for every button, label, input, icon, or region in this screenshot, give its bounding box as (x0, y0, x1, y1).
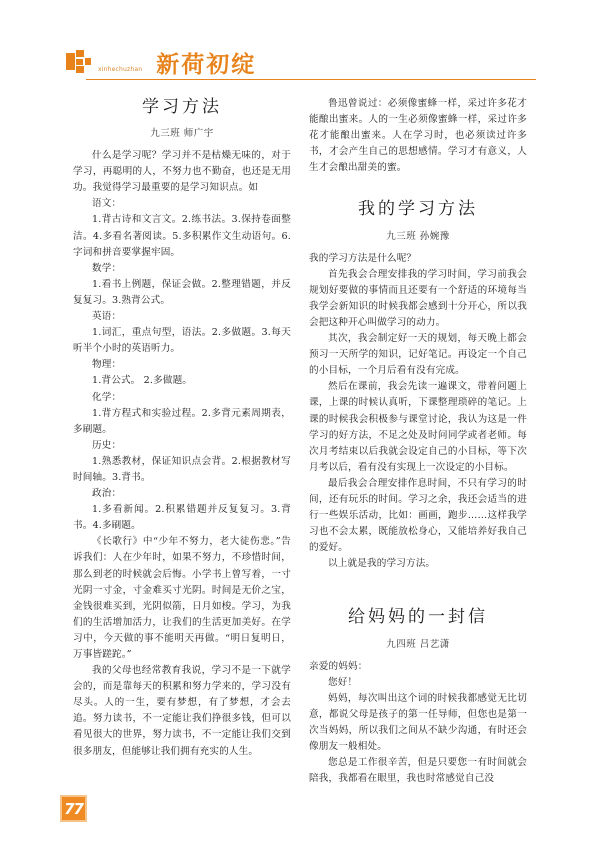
paragraph: 英语： (92, 311, 122, 323)
right-column (309, 96, 527, 787)
left-column (73, 96, 291, 760)
article-byline-wodexuexifangfa: 九三班 孙婉豫 (386, 230, 450, 242)
paragraph: 其次，我会制定好一天的规划，每天晚上都会预习一天所学的知识，记好笔记。再设定一个自己的小目标，一个月后看有没有完成。 (309, 333, 527, 377)
paragraph: 物理： (92, 359, 122, 371)
masthead-header (66, 46, 536, 86)
section-spacer (309, 572, 527, 606)
paragraph: 最后我会合理安排作息时间，不只有学习的时间，还有玩乐的时间。学习之余，我还会适当的进行一些娱乐活动，比如：画画，跑步……这样我学习也不会太累，既能放松身心，又能培养好我自己的爱好。 (309, 477, 527, 554)
paragraph: 1.多看新闻。2.积累错题并反复复习。3.背书。4.多刷题。 (73, 504, 291, 532)
paragraph: 政治： (92, 488, 122, 500)
paragraph: 语文： (92, 198, 122, 210)
paragraph: 1.背古诗和文言文。2.练书法。3.保持卷面整洁。4.多看名著阅读。5.多积累作文生动语句。6.字词和拼音要掌握牢固。 (73, 214, 291, 258)
article-title-wodexuexifangfa: 我的学习方法 (358, 199, 478, 220)
paragraph: 历史： (92, 439, 122, 451)
paragraph: 以上就是我的学习方法。 (328, 558, 436, 570)
paragraph: 化学： (92, 391, 122, 403)
paragraph: 《长歌行》中“少年不努力，老大徒伤悲。”告诉我们：人在少年时，如果不努力，不珍惜时间，那么到老的时候就会后悔。小学书上曾写着，一寸光阴一寸金，寸金难买寸光阴。时间是无价之宝，金钱很难买到，光阴似箭，日月如梭。学习，为我们的生活增加活力，让我们的生活更加美好。在学习中，今天做的事不能明天再做。“明日复明日，万事皆蹉跎。” (73, 536, 291, 660)
paragraph: 您好！ (328, 676, 358, 688)
paragraph: 然后在课前，我会先读一遍课文，带着问题上课，上课的时候认真听，下课整理琐碎的笔记。上课的时候我会积极参与课堂讨论，我认为这是一件学习的好方法，不足之处及时问同学或者老师。每次月考结束以后我就会设定自己的小目标，等下次月考以后，看有没有实现上一次设定的小目标。 (309, 381, 527, 473)
paragraph: 1.词汇，重点句型，语法。2.多做题。3.每天听半个小时的英语听力。 (73, 327, 291, 355)
paragraph: 1.看书上例题，保证会做。2.整理错题，并反复复习。3.熟背公式。 (73, 278, 291, 306)
logo-pinyin-text: xinhechuzhan (98, 66, 143, 73)
paragraph: 我的学习方法是什么呢？ (309, 252, 417, 264)
xinhechuzhan-logo-icon (66, 50, 92, 74)
paragraph: 1.熟悉教材，保证知识点会背。2.根据教材写时间轴。3.背书。 (73, 455, 291, 483)
masthead-divider-line (86, 79, 536, 80)
article-byline-gemamadeyifengxin: 九四班 吕艺潇 (386, 638, 450, 650)
article-byline-xuexifangfa: 九三班 师广宇 (150, 128, 214, 140)
paragraph: 您总是工作很辛苦，但是只要您一有时间就会陪我，我都看在眼里，我也时常感觉自己没 (309, 757, 527, 785)
paragraph: 亲爱的妈妈： (309, 660, 368, 672)
page-number-badge: 77 (60, 795, 87, 822)
article-title-gemamadeyifengxin: 给妈妈的一封信 (348, 607, 488, 628)
article-title-xuexifangfa: 学习方法 (142, 97, 222, 117)
paragraph: 鲁迅曾说过：必须像蜜蜂一样，采过许多花才能酿出蜜来。人的一生必须像蜜蜂一样，采过许多花才能酿出蜜来。人在学习时，也必须读过许多书，才会产生自己的思想感情。学习才有意义，人生才会酿出甜美的蜜。 (309, 98, 527, 174)
paragraph: 什么是学习呢？学习并不是枯燥无味的，对于学习，再聪明的人，不努力也不勤奋，也还是无用功。我觉得学习最重要的是学习知识点。如 (73, 150, 291, 194)
logo-title-text: 新荷初绽 (156, 51, 257, 78)
paragraph: 妈妈，每次叫出这个词的时候我都感觉无比切意，都说父母是孩子的第一任导师，但您也是第一次当妈妈，所以我们之间从不缺少沟通，有时还会像朋友一般相处。 (309, 692, 527, 752)
masthead-logo-group (66, 46, 536, 76)
paragraph: 1.背方程式和实验过程。2.多背元素周期表，多刷题。 (73, 407, 291, 435)
two-column-layout (0, 96, 600, 796)
paragraph: 1.背公式。 2.多做题。 (92, 375, 193, 387)
section-spacer (309, 176, 527, 198)
paragraph: 数学： (92, 262, 122, 274)
paragraph: 首先我会合理安排我的学习时间，学习前我会规划好要做的事情而且还要有一个舒适的环境每当我学会新知识的时候我都会感到十分开心，所以我会把这种开心叫做学习的动力。 (309, 268, 527, 328)
paragraph: 我的父母也经常教育我说，学习不是一下就学会的，而是靠每天的积累和努力学来的，学习没有尽头。人的一生，要有梦想，有了梦想，才会去追。努力读书，不一定能让我们挣很多钱，但可以看见很大的世界，努力读书，不一定能让我们交到很多朋友，但能够让我们拥有充实的人生。 (73, 665, 291, 757)
